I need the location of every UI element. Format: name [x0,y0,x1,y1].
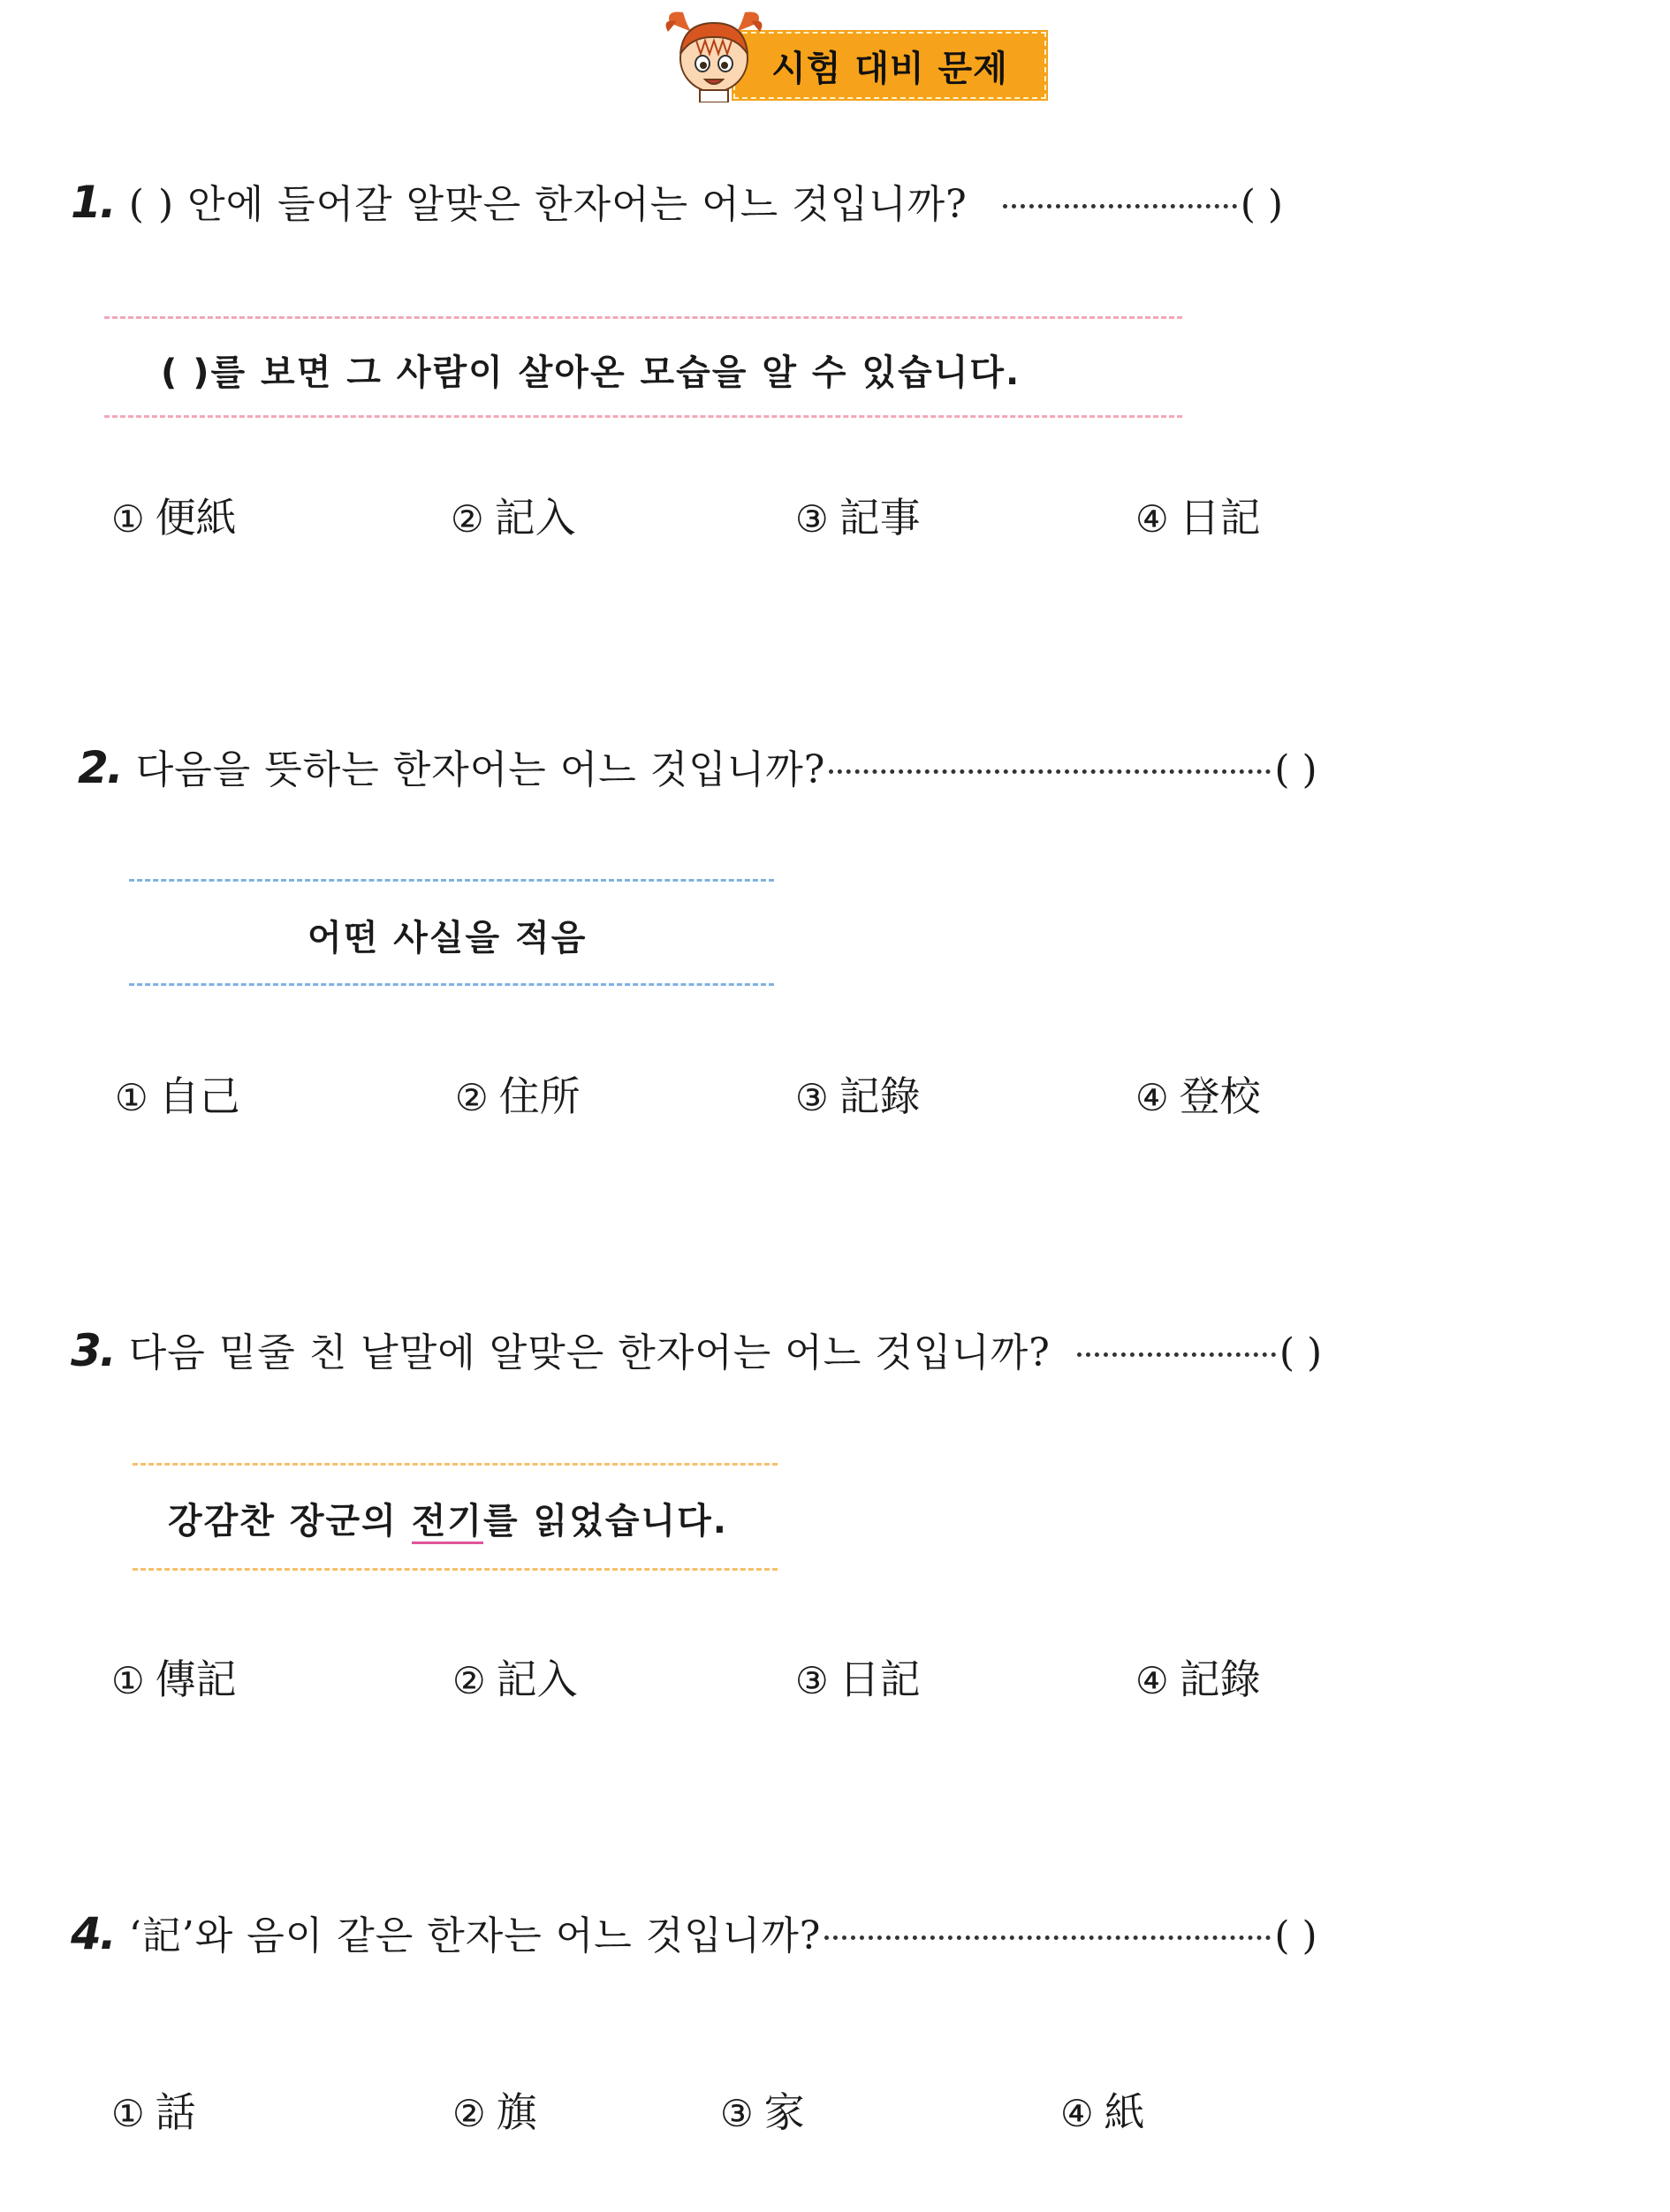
answer-blank[interactable]: ( ) [1274,1913,1317,1958]
option-marker: ① [111,497,145,541]
option-marker: ③ [795,497,829,541]
option-2-4[interactable] [1135,1064,1261,1123]
statement-3 [168,1493,728,1543]
option-1-1[interactable] [111,486,237,544]
option-4-4[interactable] [1060,2080,1145,2139]
option-marker: ④ [1135,497,1169,541]
question-number: 2. [78,742,122,793]
statement-border-bottom [133,1568,778,1571]
option-text: 記錄 [839,1072,921,1120]
statement-border-bottom [104,415,1182,418]
answer-blank[interactable]: ( ) [1240,182,1284,227]
option-marker: ① [115,1076,148,1119]
option-1-4[interactable] [1135,486,1261,544]
question-2 [78,738,1317,794]
option-marker: ③ [795,1076,829,1119]
dotted-leader [824,1936,1271,1940]
option-marker: ② [455,1076,489,1119]
option-4-1[interactable] [111,2080,196,2139]
option-1-2[interactable] [451,486,576,544]
question-prompt: 다음 밑줄 친 낱말에 알맞은 한자어는 어느 것입니까? [128,1330,1051,1375]
option-text: 旗 [496,2088,537,2136]
option-text: 便紙 [155,494,237,542]
question-number: 3. [71,1325,115,1376]
answer-blank[interactable]: ( ) [1279,1330,1323,1375]
option-marker: ③ [720,2092,754,2135]
statement-border-top [133,1463,778,1466]
option-2-1[interactable] [115,1064,240,1123]
statement-text: 를 읽었습니다. [482,1501,728,1542]
option-3-3[interactable] [795,1648,921,1706]
option-text: 登校 [1179,1072,1261,1120]
option-marker: ① [111,1659,145,1702]
question-prompt: ( ) 안에 들어갈 알맞은 한자어는 어느 것입니까? [128,182,968,227]
question-number: 1. [71,177,115,228]
option-marker: ④ [1135,1076,1169,1119]
option-3-1[interactable] [111,1648,237,1706]
girl-mascot-icon [661,5,767,102]
statement-border-top [104,316,1182,319]
option-marker: ③ [795,1659,829,1702]
question-prompt: 다음을 뜻하는 한자어는 어느 것입니까? [135,747,826,792]
option-marker: ② [452,2092,486,2135]
dotted-leader [1003,204,1237,208]
option-2-2[interactable] [455,1064,581,1123]
option-text: 紙 [1104,2088,1145,2136]
underlined-word: 전기 [412,1501,483,1544]
question-1 [71,172,1283,229]
statement-2: 어떤 사실을 적음 [307,918,588,958]
statement-text: 강감찬 장군의 [168,1501,412,1542]
option-3-4[interactable] [1135,1648,1261,1706]
section-title: 시험 대비 문제 [771,48,1008,89]
option-marker: ④ [1060,2092,1094,2135]
option-marker: ② [451,497,484,541]
statement-border-top [129,879,774,882]
option-1-3[interactable] [795,486,921,544]
option-2-3[interactable] [795,1064,921,1123]
question-3 [71,1321,1322,1377]
option-text: 住所 [498,1072,581,1120]
option-3-2[interactable] [452,1648,578,1706]
question-number: 4. [71,1908,115,1959]
option-4-2[interactable] [452,2080,537,2139]
dotted-leader [829,769,1271,774]
option-marker: ④ [1135,1659,1169,1702]
option-text: 記錄 [1179,1655,1261,1703]
option-text: 自己 [158,1072,240,1120]
option-text: 傳記 [155,1655,237,1703]
answer-blank[interactable]: ( ) [1274,747,1317,792]
option-text: 日記 [839,1655,921,1703]
option-marker: ① [111,2092,145,2135]
option-text: 記入 [496,1655,578,1703]
statement-1: ( )를 보면 그 사람이 살아온 모습을 알 수 있습니다. [161,352,1021,393]
option-text: 記事 [839,494,921,542]
option-marker: ② [452,1659,486,1702]
option-text: 記入 [494,494,576,542]
question-4 [71,1904,1317,1960]
option-text: 日記 [1179,494,1261,542]
option-text: 話 [155,2088,196,2136]
option-text: 家 [763,2088,805,2136]
option-4-3[interactable] [720,2080,805,2139]
statement-border-bottom [129,983,774,986]
section-title-badge [733,32,1046,99]
dotted-leader [1077,1352,1276,1357]
question-prompt: ‘記’와 음이 같은 한자는 어느 것입니까? [128,1913,822,1958]
